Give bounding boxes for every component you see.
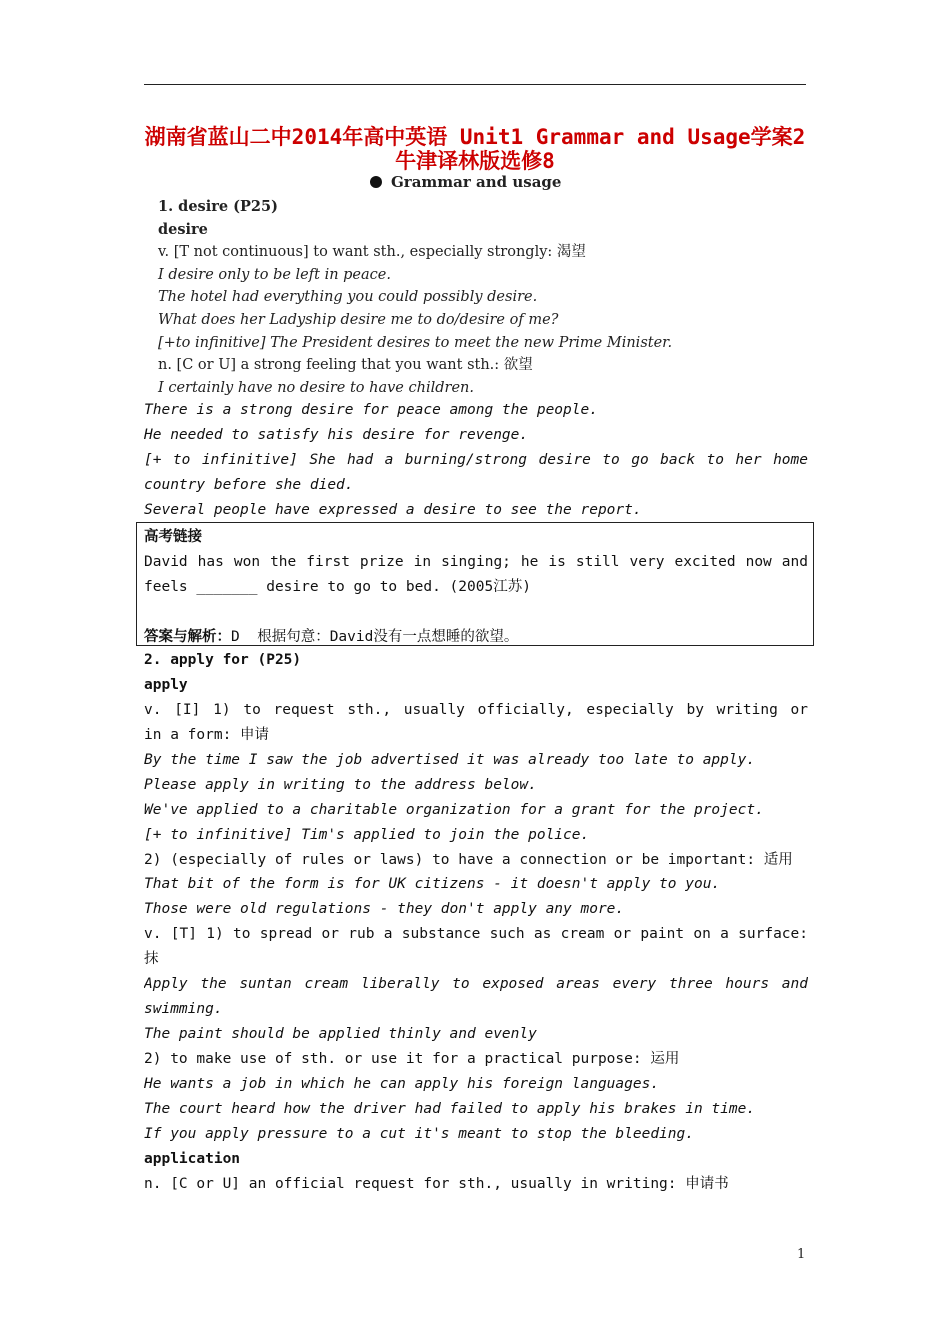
definition-line: n. [C or U] an official request for sth., usually in writing: 申请书 — [144, 1175, 729, 1192]
answer-label: 答案与解析： — [144, 628, 231, 645]
example-line: [+ to infinitive] She had a burning/strong desire to go back to her home — [144, 451, 808, 468]
body-text-bottom — [144, 648, 808, 1197]
answer-text: D 根据句意：David没有一点想睡的欲望。 — [231, 628, 519, 645]
entry-number: 2. apply for (P25) — [144, 652, 302, 668]
example-line: He needed to satisfy his desire for revenge. — [144, 426, 529, 443]
body-text-top — [144, 398, 808, 523]
page-number: 1 — [797, 1247, 806, 1262]
headword: application — [144, 1150, 241, 1167]
example-line: Those were old regulations - they don't apply any more. — [144, 901, 625, 918]
example-line: What does her Ladyship desire me to do/desire of me? — [158, 311, 559, 328]
example-line: We've applied to a charitable organization for a grant for the project. — [144, 801, 764, 818]
entry-number: 1. desire (P25) — [158, 198, 278, 215]
example-line: I certainly have no desire to have children. — [158, 379, 474, 396]
example-line: swimming. — [144, 1001, 223, 1018]
definition-line: v. [I] 1) to request sth., usually officially, especially by writing or — [144, 701, 808, 718]
example-line: By the time I saw the job advertised it was already too late to apply. — [144, 751, 756, 768]
definition-line: v. [T] 1) to spread or rub a substance such as cream or paint on a surface: — [144, 926, 808, 943]
definition-line: in a form: 申请 — [144, 726, 270, 743]
header-rule — [144, 84, 806, 85]
example-line: Please apply in writing to the address below. — [144, 776, 537, 793]
example-line: If you apply pressure to a cut it's meant to stop the bleeding. — [144, 1125, 694, 1142]
scanned-dictionary-entry — [158, 196, 718, 399]
example-line: country before she died. — [144, 476, 354, 493]
example-line: I desire only to be left in peace. — [158, 266, 391, 283]
example-line: Apply the suntan cream liberally to exposed areas every three hours and — [144, 976, 808, 993]
definition-line: n. [C or U] a strong feeling that you want sth.: 欲望 — [158, 357, 533, 374]
section-heading — [370, 173, 561, 191]
example-line: [+to infinitive] The President desires to meet the new Prime Minister. — [158, 334, 673, 351]
question-line: David has won the first prize in singing; he is still very excited now and — [144, 553, 808, 570]
example-line: [+ to infinitive] Tim's applied to join the police. — [144, 826, 590, 843]
definition-line: 2) (especially of rules or laws) to have a connection or be important: 适用 — [144, 851, 793, 868]
example-line: Several people have expressed a desire to see the report. — [144, 501, 642, 518]
exam-link-heading: 高考链接 — [144, 529, 202, 545]
definition-line: v. [T not continuous] to want sth., especially strongly: 渴望 — [158, 244, 586, 261]
bullet-dot-icon — [370, 176, 382, 188]
headword: desire — [158, 220, 208, 238]
section-heading-text: Grammar and usage — [391, 173, 562, 191]
document-title-line1: 湖南省蓝山二中2014年高中英语 Unit1 Grammar and Usage学案2 — [144, 125, 806, 149]
example-line: The paint should be applied thinly and evenly — [144, 1026, 537, 1043]
answer-line — [144, 625, 808, 650]
definition-line: 抹 — [144, 951, 159, 968]
question-line: feels _______ desire to go to bed. (2005江苏) — [144, 578, 531, 595]
example-line: That bit of the form is for UK citizens - it doesn't apply to you. — [144, 876, 721, 893]
example-line: The hotel had everything you could possibly desire. — [158, 289, 538, 306]
example-line: There is a strong desire for peace among the people. — [144, 402, 598, 418]
example-line: He wants a job in which he can apply his foreign languages. — [144, 1075, 660, 1092]
definition-line: 2) to make use of sth. or use it for a practical purpose: 运用 — [144, 1051, 680, 1067]
options-row — [144, 600, 808, 625]
exam-link-box — [136, 522, 814, 646]
document-title-line2: 牛津译林版选修8 — [395, 149, 555, 173]
example-line: The court heard how the driver had failed to apply his brakes in time. — [144, 1100, 756, 1117]
headword: apply — [144, 676, 188, 693]
